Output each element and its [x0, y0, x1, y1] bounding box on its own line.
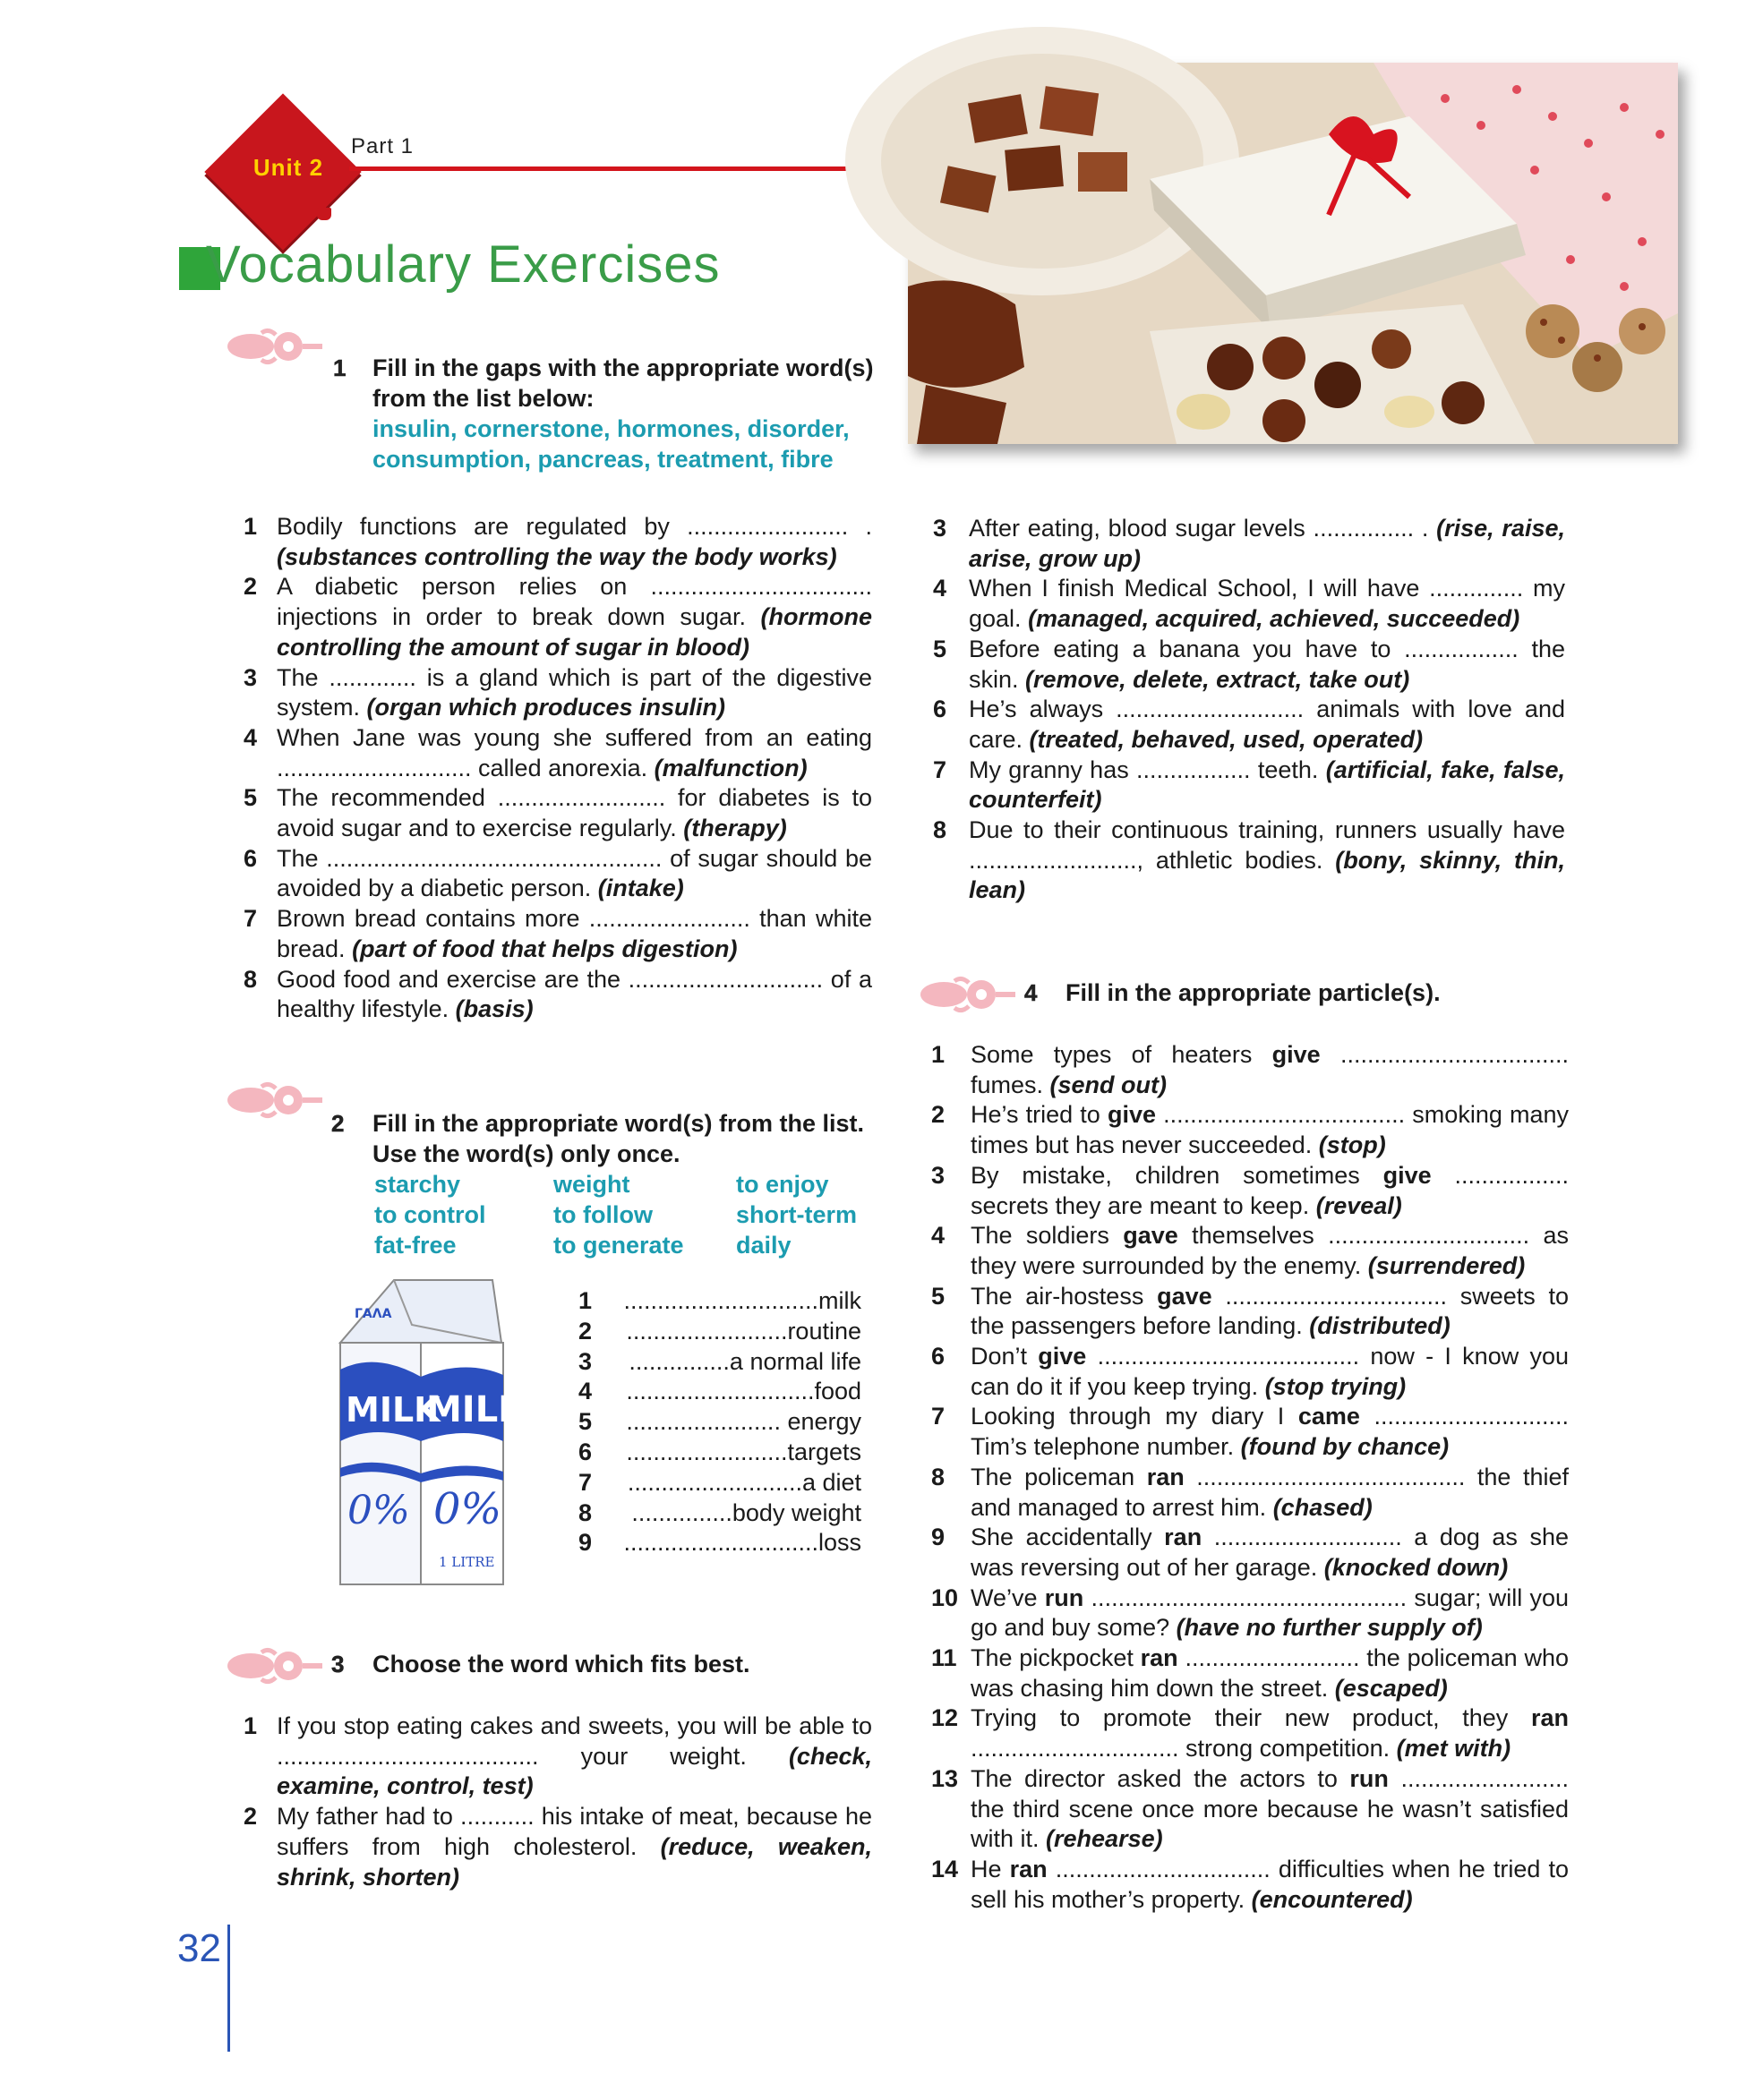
exercise-item — [931, 1342, 1569, 1402]
item-hint: (managed, acquired, achieved, succeeded) — [1028, 605, 1520, 633]
item-keyword: ran — [1530, 1704, 1569, 1732]
decorative-bow-icon — [226, 1078, 324, 1123]
item-hint: (rehearse) — [1046, 1825, 1163, 1853]
item-text: My granny has ................. teeth. — [969, 755, 1326, 783]
item-number: 8 — [244, 965, 258, 993]
decorative-bow-icon — [226, 1643, 324, 1688]
exercise-item — [931, 1523, 1569, 1583]
item-hint: (found by chance) — [1240, 1433, 1450, 1461]
item-text: A diabetic person relies on ................................. injections in order to break down sugar. — [277, 573, 872, 631]
item-keyword: gave — [1123, 1222, 1178, 1250]
exercise-item — [244, 572, 872, 662]
exercise-2-wordlist — [374, 1169, 894, 1268]
exercise-item — [244, 1712, 872, 1802]
item-hint: (check, examine, control, test) — [277, 1742, 872, 1800]
item-hint: (malfunction) — [654, 754, 808, 781]
item-text: When I finish Medical School, I will have .............. my goal. — [969, 575, 1565, 633]
exercise-3-items-right — [933, 514, 1565, 906]
exercise-item — [931, 1463, 1569, 1523]
item-hint: (rise, raise, arise, grow up) — [969, 515, 1565, 572]
header-rule — [349, 166, 879, 171]
exercise-item — [931, 1764, 1569, 1855]
exercise-item — [578, 1376, 861, 1406]
item-text: The air-hostess — [971, 1282, 1158, 1310]
exercise-2-icon — [226, 1078, 324, 1127]
item-number: 12 — [931, 1704, 959, 1732]
word-option: weight — [553, 1171, 630, 1198]
exercise-item — [933, 755, 1565, 815]
exercise-item — [933, 574, 1565, 634]
item-text: We’ve — [971, 1584, 1045, 1611]
item-keyword: ran — [1009, 1855, 1048, 1882]
item-number: 7 — [933, 755, 947, 783]
exercise-3-number: 3 — [331, 1651, 345, 1677]
item-hint: (chased) — [1272, 1493, 1373, 1521]
item-text: ........................routine — [626, 1317, 861, 1345]
item-number: 4 — [933, 575, 947, 602]
carton-fat-left: 0% — [347, 1488, 410, 1533]
item-number: 14 — [931, 1855, 959, 1882]
item-text: .......................... the policeman who was chasing him down the street. — [971, 1644, 1569, 1702]
item-hint: (distributed) — [1309, 1312, 1451, 1340]
item-hint: (reduce, weaken, shrink, shorten) — [277, 1832, 872, 1891]
item-text: The soldiers — [971, 1222, 1124, 1250]
page-number: 32 — [177, 1926, 221, 1970]
exercise-item — [244, 512, 872, 572]
exercise-3-icon — [226, 1643, 324, 1693]
exercise-item — [933, 514, 1565, 574]
item-keyword: ran — [1140, 1644, 1178, 1672]
item-number: 3 — [933, 515, 947, 542]
item-text: The recommended ......................... for diabetes is to avoid sugar and to exercise regularly. — [277, 784, 872, 842]
exercise-item — [931, 1703, 1569, 1763]
item-number: 10 — [931, 1584, 959, 1611]
item-text: Brown bread contains more ........................ than white bread. — [277, 905, 872, 962]
item-number: 2 — [244, 1803, 258, 1831]
item-number: 5 — [578, 1408, 593, 1436]
item-keyword: run — [1044, 1584, 1084, 1611]
item-number: 9 — [931, 1524, 946, 1551]
item-text: ................. secrets they are meant to keep. — [971, 1161, 1569, 1219]
item-text: Some types of heaters — [971, 1041, 1272, 1068]
item-text: The pickpocket — [971, 1644, 1141, 1672]
item-keyword: give — [1271, 1041, 1321, 1068]
exercise-item — [933, 695, 1565, 755]
exercise-item — [244, 965, 872, 1025]
item-text: ................................ difficulties when he tried to sell his mother’s property. — [971, 1855, 1569, 1913]
item-hint: (bony, skinny, thin, lean) — [969, 846, 1565, 904]
exercise-item — [578, 1527, 861, 1558]
item-text: ............................. Tim’s telephone number. — [971, 1403, 1569, 1461]
exercise-item — [931, 1584, 1569, 1643]
item-hint: (substances controlling the way the body works) — [277, 542, 837, 570]
item-text: ........................................ the thief and managed to arrest him. — [971, 1463, 1569, 1521]
title-initial: V — [206, 235, 239, 294]
carton-volume: 1 LITRE — [439, 1554, 495, 1570]
carton-fat-right: 0% — [433, 1484, 502, 1534]
item-number: 2 — [931, 1101, 946, 1129]
item-number: 7 — [578, 1468, 593, 1496]
item-text: She accidentally — [971, 1524, 1165, 1551]
item-text: ..........................a diet — [627, 1468, 861, 1496]
exercise-item — [578, 1467, 861, 1498]
item-text: Before eating a banana you have to ................. the skin. — [969, 635, 1565, 693]
word-option: fat-free — [374, 1232, 457, 1259]
item-number: 7 — [244, 905, 258, 933]
item-text: Don’t — [971, 1343, 1039, 1370]
item-text: ............................ a dog as she was reversing out of her garage. — [971, 1524, 1569, 1581]
exercise-4-icon — [919, 972, 1017, 1021]
page-title — [206, 235, 721, 295]
exercise-item — [578, 1498, 861, 1528]
exercise-2-instruction: Fill in the appropriate word(s) from the list. Use the word(s) only once. — [372, 1110, 865, 1167]
exercise-item — [578, 1285, 861, 1316]
exercise-item — [578, 1346, 861, 1377]
unit-label: Unit 2 — [252, 154, 324, 181]
item-text: ...............a normal life — [629, 1347, 861, 1375]
exercise-3-items-left — [244, 1712, 872, 1892]
item-keyword: ran — [1164, 1524, 1202, 1551]
item-number: 1 — [244, 1712, 258, 1739]
item-hint: (met with) — [1396, 1735, 1511, 1763]
badge-tassel-end — [317, 208, 331, 220]
item-keyword: give — [1382, 1161, 1432, 1189]
title-rest: ocabulary Exercises — [238, 235, 721, 294]
item-keyword: came — [1297, 1403, 1360, 1430]
item-number: 1 — [578, 1287, 593, 1314]
item-text: .................................. fumes. — [971, 1041, 1569, 1098]
exercise-item — [931, 1282, 1569, 1342]
item-hint: (intake) — [597, 875, 684, 902]
item-hint: (surrendered) — [1367, 1251, 1526, 1279]
milk-carton-illustration — [322, 1271, 526, 1598]
item-keyword: give — [1107, 1101, 1156, 1129]
item-hint: (remove, delete, extract, take out) — [1025, 665, 1410, 693]
item-text: ...............body weight — [631, 1498, 861, 1526]
item-number: 3 — [244, 663, 258, 691]
item-number: 2 — [244, 573, 258, 601]
exercise-item — [931, 1855, 1569, 1915]
word-option: to follow — [553, 1201, 653, 1228]
item-number: 5 — [931, 1282, 946, 1310]
item-text: Bodily functions are regulated by ........................ . — [277, 513, 872, 540]
exercise-item — [244, 1802, 872, 1892]
word-option: to generate — [553, 1232, 684, 1259]
item-text: Looking through my diary I — [971, 1403, 1298, 1430]
exercise-item — [931, 1221, 1569, 1281]
item-hint: (artificial, fake, false, counterfeit) — [969, 755, 1566, 814]
item-number: 6 — [933, 696, 947, 723]
item-number: 6 — [244, 844, 258, 872]
exercise-item — [244, 904, 872, 964]
exercise-item — [931, 1040, 1569, 1100]
exercise-1-icon — [226, 324, 324, 373]
exercise-4-items — [931, 1040, 1569, 1915]
item-number: 11 — [931, 1644, 957, 1672]
carton-brand-left: MILK — [346, 1390, 441, 1430]
exercise-item — [578, 1406, 861, 1437]
item-number: 1 — [931, 1041, 946, 1068]
item-number: 9 — [578, 1529, 593, 1557]
item-text: By mistake, children sometimes — [971, 1161, 1383, 1189]
item-number: 6 — [931, 1343, 946, 1370]
exercise-item — [244, 663, 872, 723]
item-hint: (hormone controlling the amount of sugar in blood) — [277, 603, 872, 661]
item-keyword: ran — [1146, 1463, 1185, 1490]
item-hint: (stop) — [1318, 1131, 1386, 1159]
item-number: 7 — [931, 1403, 946, 1430]
item-hint: (stop trying) — [1264, 1372, 1407, 1400]
item-number: 5 — [244, 784, 258, 812]
item-hint: (send out) — [1049, 1071, 1168, 1098]
item-hint: (therapy) — [683, 815, 787, 842]
exercise-item — [244, 783, 872, 843]
item-hint: (escaped) — [1334, 1674, 1448, 1702]
exercise-item — [244, 844, 872, 904]
exercise-item — [931, 1100, 1569, 1160]
item-hint: (encountered) — [1251, 1885, 1413, 1913]
word-option: short-term — [736, 1201, 858, 1228]
item-number: 4 — [931, 1222, 946, 1250]
item-hint: (have no further supply of) — [1176, 1614, 1483, 1642]
item-text: Due to their continuous training, runners usually have ........................., athletic bodies. — [969, 816, 1565, 874]
item-text: He — [971, 1855, 1010, 1882]
item-text: themselves .............................. as they were surrounded by the enemy. — [971, 1222, 1569, 1279]
item-text: He’s always ............................ animals with love and care. — [969, 696, 1565, 753]
part-label: Part 1 — [351, 134, 415, 158]
exercise-item — [578, 1437, 861, 1467]
item-text: ............................... strong competition. — [971, 1735, 1397, 1763]
item-text: When Jane was young she suffered from an eating ............................. called anorexia. — [277, 723, 872, 781]
item-text: Trying to promote their new product, they — [971, 1704, 1531, 1732]
exercise-1-instruction: Fill in the gaps with the appropriate word(s) from the list below: — [372, 354, 874, 412]
item-text: ......................... the third scene once more because he wasn’t satisfied with it. — [971, 1764, 1569, 1853]
item-text: After eating, blood sugar levels ............... . — [969, 515, 1437, 542]
word-option: daily — [736, 1232, 792, 1259]
decorative-bow-icon — [919, 972, 1017, 1017]
exercise-item — [578, 1316, 861, 1346]
item-hint: (knocked down) — [1323, 1553, 1509, 1581]
item-hint: (treated, behaved, used, operated) — [1029, 725, 1424, 753]
item-text: The .................................................. of sugar should be avoided by a diabetic person. — [277, 844, 872, 902]
item-keyword: run — [1349, 1764, 1389, 1792]
item-text: The director asked the actors to — [971, 1764, 1350, 1792]
exercise-2-items — [578, 1285, 874, 1563]
exercise-item — [933, 635, 1565, 695]
item-text: .............................loss — [623, 1529, 861, 1557]
item-text: ............................................... sugar; will you go and buy some? — [971, 1584, 1569, 1642]
sweets-photo — [908, 63, 1678, 444]
item-number: 4 — [244, 723, 258, 751]
exercise-1-wordlist: insulin, cornerstone, hormones, disorder, consumption, pancreas, treatment, fibre — [372, 415, 850, 473]
item-number: 6 — [578, 1438, 593, 1465]
item-text: My father had to ........... his intake of meat, because he suffers from high cholesterol. — [277, 1803, 872, 1860]
exercise-item — [931, 1402, 1569, 1462]
item-number: 4 — [578, 1378, 593, 1405]
word-option: to enjoy — [736, 1171, 829, 1198]
exercise-1-number: 1 — [333, 354, 347, 381]
item-text: Good food and exercise are the ............................. of a healthy lifestyle. — [277, 965, 872, 1023]
exercise-item — [931, 1643, 1569, 1703]
sweets-illustration — [908, 63, 1678, 444]
carton-top-text: ΓΑΛΑ — [355, 1307, 392, 1321]
exercise-4-instruction: Fill in the appropriate particle(s). — [1066, 979, 1441, 1006]
word-option: to control — [374, 1201, 486, 1228]
item-text: ........................targets — [626, 1438, 861, 1465]
word-option: starchy — [374, 1171, 461, 1198]
carton-brand-right: MILK — [426, 1389, 526, 1430]
item-number: 13 — [931, 1764, 959, 1792]
page-number-rule — [227, 1925, 230, 2052]
item-text: If you stop eating cakes and sweets, you will be able to ....................................... your weight. — [277, 1712, 872, 1770]
exercise-3-instruction: Choose the word which fits best. — [372, 1651, 750, 1677]
milk-carton-icon — [322, 1271, 526, 1593]
exercise-item — [931, 1161, 1569, 1221]
item-hint: (reveal) — [1315, 1191, 1402, 1219]
exercise-2-number: 2 — [331, 1110, 345, 1137]
item-text: The ............. is a gland which is part of the digestive system. — [277, 663, 872, 721]
item-number: 3 — [931, 1161, 946, 1189]
item-hint: (basis) — [455, 995, 534, 1023]
item-text: .............................milk — [623, 1287, 861, 1314]
item-text: He’s tried to — [971, 1101, 1108, 1129]
item-text: ............................food — [626, 1378, 861, 1405]
item-number: 3 — [578, 1347, 593, 1375]
item-hint: (organ which produces insulin) — [366, 694, 726, 721]
item-keyword: give — [1038, 1343, 1087, 1370]
item-number: 8 — [931, 1463, 946, 1490]
item-number: 8 — [933, 816, 947, 844]
item-text: ....................................... now - I know you can do it if you keep trying. — [971, 1343, 1569, 1400]
exercise-4-number: 4 — [1024, 979, 1038, 1006]
item-keyword: gave — [1157, 1282, 1212, 1310]
exercise-item — [244, 723, 872, 783]
item-text: .................................... smoking many times but has never succeeded. — [971, 1101, 1570, 1159]
item-number: 5 — [933, 635, 947, 662]
exercise-1-items — [244, 512, 872, 1025]
item-number: 1 — [244, 513, 258, 540]
item-hint: (part of food that helps digestion) — [352, 935, 738, 962]
exercise-item — [933, 815, 1565, 906]
item-text: ................................. sweets to the passengers before landing. — [971, 1282, 1570, 1340]
item-number: 8 — [578, 1498, 593, 1526]
decorative-bow-icon — [226, 324, 324, 369]
item-text: ....................... energy — [626, 1408, 861, 1436]
item-number: 2 — [578, 1317, 593, 1345]
item-text: The policeman — [971, 1463, 1147, 1490]
